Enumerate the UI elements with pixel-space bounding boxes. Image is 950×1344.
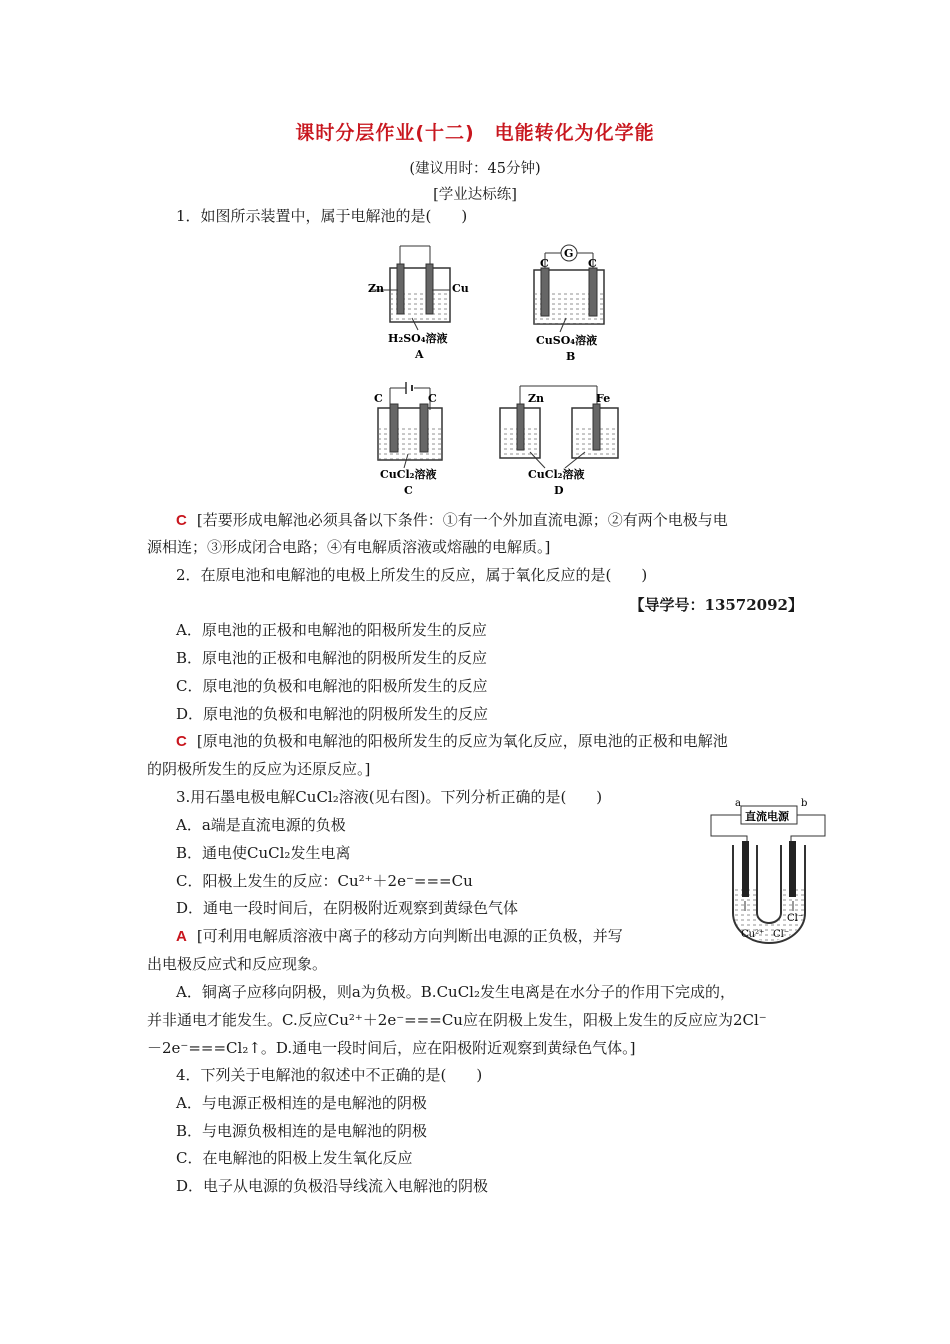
q3-option-b: B．通电使CuCl₂发生电离 bbox=[176, 844, 351, 862]
q2-stem: 2．在原电池和电解池的电极上所发生的反应，属于氧化反应的是( ) bbox=[176, 566, 648, 584]
terminal-a: a bbox=[735, 798, 741, 809]
power-label: 直流电源 bbox=[745, 810, 789, 823]
anion-bottom-label: Cl⁻ bbox=[773, 929, 790, 940]
d-caption: D bbox=[554, 484, 564, 497]
q2-option-c: C．原电池的负极和电解池的阳极所发生的反应 bbox=[176, 677, 488, 695]
q1-stem: 1．如图所示装置中，属于电解池的是( ) bbox=[176, 207, 468, 225]
q3-stem: 3.用石墨电极电解CuCl₂溶液(见右图)。下列分析正确的是( ) bbox=[176, 788, 603, 806]
q2-option-b: B．原电池的正极和电解池的阴极所发生的反应 bbox=[176, 649, 488, 667]
b-right-label: C bbox=[588, 257, 597, 270]
a-solution-label: H₂SO₄溶液 bbox=[388, 332, 448, 345]
q4-option-d: D．电子从电源的负极沿导线流入电解池的阴极 bbox=[176, 1177, 489, 1195]
q2-explain-line2: 的阴极所发生的反应为还原反应。] bbox=[147, 760, 371, 778]
cell-b-diagram bbox=[534, 245, 604, 363]
cation-label: Cu²⁺ bbox=[741, 929, 765, 940]
b-caption: B bbox=[566, 350, 576, 363]
q3-option-c: C．阳极上发生的反应：Cu²⁺＋2e⁻===Cu bbox=[176, 872, 473, 890]
a-caption: A bbox=[415, 348, 424, 361]
q4-option-b: B．与电源负极相连的是电解池的阴极 bbox=[176, 1122, 428, 1140]
q3-answer: A bbox=[176, 928, 187, 945]
q2-explain-line1: C [原电池的负极和电解池的阳极所发生的反应为氧化反应，原电池的正极和电解池 bbox=[176, 732, 728, 750]
q1-answer: C bbox=[176, 512, 187, 529]
q3-explain-line4: 并非通电才能发生。C.反应Cu²⁺＋2e⁻===Cu应在阴极上发生，阳极上发生的反应应为2Cl⁻ bbox=[147, 1011, 767, 1029]
d-solution-label: CuCl₂溶液 bbox=[528, 468, 585, 481]
q2-option-d: D．原电池的负极和电解池的阴极所发生的反应 bbox=[176, 705, 489, 723]
b-solution-label: CuSO₄溶液 bbox=[536, 334, 598, 347]
q2-answer: C bbox=[176, 733, 187, 750]
q3-option-d: D．通电一段时间后，在阴极附近观察到黄绿色气体 bbox=[176, 899, 519, 917]
q4-option-c: C．在电解池的阳极上发生氧化反应 bbox=[176, 1149, 413, 1167]
b-left-label: C bbox=[540, 257, 549, 270]
q2-option-a: A．原电池的正极和电解池的阳极所发生的反应 bbox=[176, 621, 487, 639]
q3-option-a: A．a端是直流电源的负极 bbox=[176, 816, 346, 834]
q3-u-tube-figure bbox=[705, 793, 830, 950]
anion-top-label: Cl⁻ bbox=[787, 913, 804, 924]
cell-d-diagram bbox=[500, 386, 618, 497]
terminal-b: b bbox=[801, 798, 808, 809]
cell-a-diagram bbox=[368, 246, 469, 361]
q3-explain-line1: A [可利用电解质溶液中离子的移动方向判断出电源的正负极，并写 bbox=[176, 927, 623, 945]
c-solution-label: CuCl₂溶液 bbox=[380, 468, 437, 481]
page-title: 课时分层作业(十二) 电能转化为化学能 bbox=[295, 122, 655, 144]
section-heading: [学业达标练] bbox=[433, 187, 517, 203]
guide-number: 【导学号：13572092】 bbox=[629, 596, 803, 614]
c-left-label: C bbox=[374, 392, 383, 405]
q3-explain-line3: A．铜离子应移向阴极，则a为负极。B.CuCl₂发生电离是在水分子的作用下完成的， bbox=[176, 983, 735, 1001]
q4-stem: 4．下列关于电解池的叙述中不正确的是( ) bbox=[176, 1066, 483, 1084]
q4-option-a: A．与电源正极相连的是电解池的阴极 bbox=[176, 1094, 427, 1112]
cell-c-diagram bbox=[374, 382, 442, 497]
d-right-label: Fe bbox=[596, 392, 611, 405]
d-left-label: Zn bbox=[528, 392, 545, 405]
q1-figure bbox=[360, 242, 630, 500]
b-meter-label: G bbox=[564, 247, 574, 260]
a-left-label: Zn bbox=[368, 282, 385, 295]
q3-explain-line5: －2e⁻===Cl₂↑。D.通电一段时间后，应在阳极附近观察到黄绿色气体。] bbox=[147, 1039, 636, 1057]
q1-explain-line1: C [若要形成电解池必须具备以下条件：①有一个外加直流电源；②有两个电极与电 bbox=[176, 511, 728, 529]
c-caption: C bbox=[404, 484, 413, 497]
c-right-label: C bbox=[428, 392, 437, 405]
q1-explain-line2: 源相连；③形成闭合电路；④有电解质溶液或熔融的电解质。] bbox=[147, 538, 551, 556]
page-subtitle: (建议用时：45分钟) bbox=[409, 161, 541, 177]
q3-explain-line2: 出电极反应式和反应现象。 bbox=[147, 955, 328, 973]
a-right-label: Cu bbox=[452, 282, 469, 295]
